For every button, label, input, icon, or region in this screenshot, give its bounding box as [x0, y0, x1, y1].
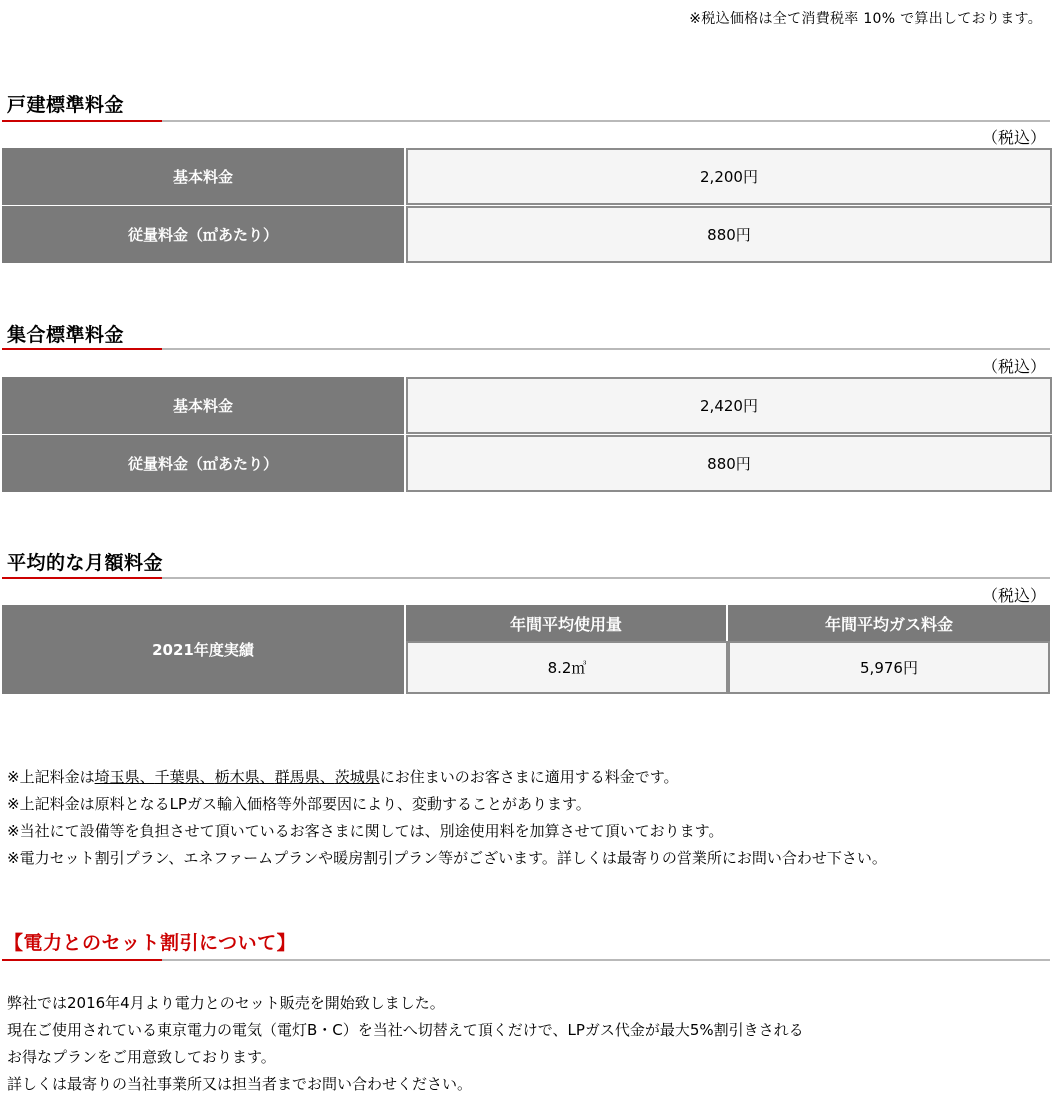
- paragraph-line: 現在ご使用されている東京電力の電気（電灯B・C）を当社へ切替えて頂くだけで、LPガス代金が最大5%割引きされる: [7, 1021, 804, 1039]
- note-separator: 、: [139, 768, 155, 786]
- tax-included-label: （税込）: [981, 357, 1046, 376]
- value-annual-gas-fee: 5,976円: [728, 641, 1050, 694]
- price-row-usage-fee: [2, 435, 1050, 492]
- note-separator: 、: [319, 768, 335, 786]
- set-discount-description: [7, 990, 804, 1098]
- price-row-basic-fee: [2, 148, 1050, 205]
- tax-included-label: （税込）: [981, 128, 1046, 147]
- tax-rate-note: ※税込価格は全て消費税率 10% で算出しております。: [689, 11, 1042, 27]
- section-title-detached: 戸建標準料金: [7, 94, 125, 116]
- section-accent-line: [2, 348, 162, 350]
- note-line: ※電力セット割引プラン、エネファームプランや暖房割引プラン等がございます。詳しくは最寄りの営業所にお問い合わせ下さい。: [7, 849, 887, 867]
- note-separator: 、: [259, 768, 275, 786]
- value-annual-usage: 8.2㎥: [406, 641, 728, 694]
- note-line: ※上記料金は原料となるLPガス輸入価格等外部要因により、変動することがあります。: [7, 795, 591, 813]
- paragraph-line: 弊社では2016年4月より電力とのセット販売を開始致しました。: [7, 994, 445, 1012]
- row-label: 基本料金: [2, 377, 404, 434]
- header-annual-usage: 年間平均使用量: [406, 605, 726, 641]
- prefecture-gunma: 群馬県: [274, 768, 320, 786]
- prefecture-saitama: 埼玉県: [94, 768, 140, 786]
- row-value: 2,200円: [406, 148, 1052, 205]
- prefecture-ibaraki: 茨城県: [334, 768, 380, 786]
- tax-included-label: （税込）: [981, 586, 1046, 605]
- note-line: ※当社にて設備等を負担させて頂いているお客さまに関しては、別途使用料を加算させて頂いております。: [7, 822, 724, 840]
- average-row-label: 2021年度実績: [2, 605, 404, 694]
- note-separator: 、: [199, 768, 215, 786]
- paragraph-line: 詳しくは最寄りの当社事業所又は担当者までお問い合わせください。: [7, 1075, 473, 1093]
- section-accent-line: [2, 577, 162, 579]
- section-accent-line: [2, 959, 162, 961]
- row-label: 従量料金（㎥あたり）: [2, 206, 404, 263]
- average-table: [2, 605, 1050, 694]
- price-row-basic-fee: [2, 377, 1050, 434]
- row-value: 2,420円: [406, 377, 1052, 434]
- section-title-average: 平均的な月額料金: [7, 552, 164, 574]
- row-label: 基本料金: [2, 148, 404, 205]
- set-discount-title: 【電力とのセット割引について】: [4, 932, 297, 954]
- note-line: [7, 764, 887, 791]
- row-value: 880円: [406, 206, 1052, 263]
- price-row-usage-fee: [2, 206, 1050, 263]
- section-title-apartment: 集合標準料金: [7, 324, 125, 346]
- row-label: 従量料金（㎥あたり）: [2, 435, 404, 492]
- note-text: ※上記料金は: [7, 768, 95, 786]
- note-text: にお住まいのお客さまに適用する料金です。: [379, 768, 679, 786]
- prefecture-tochigi: 栃木県: [214, 768, 260, 786]
- section-accent-line: [2, 120, 162, 122]
- header-annual-gas-fee: 年間平均ガス料金: [728, 605, 1050, 641]
- prefecture-chiba: 千葉県: [154, 768, 200, 786]
- paragraph-line: お得なプランをご用意致しております。: [7, 1048, 276, 1066]
- row-value: 880円: [406, 435, 1052, 492]
- notes-block: [7, 764, 887, 872]
